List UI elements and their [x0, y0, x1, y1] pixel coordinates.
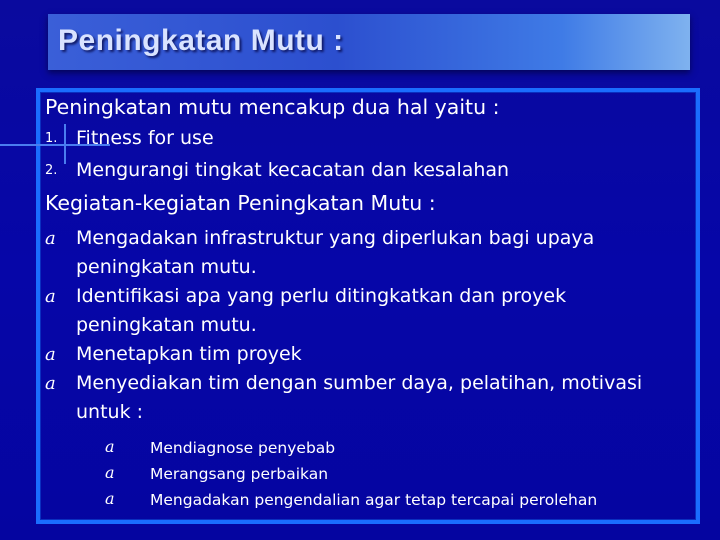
section1-heading: Peningkatan mutu mencakup dua hal yaitu : [45, 95, 500, 119]
bullet-icon: a [105, 437, 115, 456]
bullet-icon: a [105, 463, 115, 482]
item-number: 1. [45, 131, 58, 146]
bullet-item [45, 340, 685, 369]
item-text: Fitness for use [76, 127, 214, 149]
numbered-item [45, 154, 685, 186]
bullet-item [45, 224, 685, 282]
sub-list [45, 435, 685, 513]
bullet-icon: a [45, 373, 56, 394]
sub-bullet-item [105, 435, 685, 461]
slide-title: Peningkatan Mutu : [58, 24, 344, 57]
bullet-item [45, 369, 685, 427]
item-text: Mengurangi tingkat kecacatan dan kesalahan [76, 159, 510, 181]
bullet-icon: a [105, 489, 115, 508]
item-text: Mengadakan pengendalian agar tetap tercapai perolehan [150, 491, 598, 509]
slide-content [45, 92, 685, 513]
sub-bullet-item [105, 487, 685, 513]
item-text: Mengadakan infrastruktur yang diperlukan bagi upaya peningkatan mutu. [76, 227, 595, 278]
bullet-icon: a [45, 228, 56, 249]
bullet-icon: a [45, 344, 56, 365]
sub-bullet-item [105, 461, 685, 487]
item-text: Menyediakan tim dengan sumber daya, pelatihan, motivasi untuk : [76, 372, 643, 423]
item-number: 2. [45, 163, 58, 178]
item-text: Identifikasi apa yang perlu ditingkatkan dan proyek peningkatan mutu. [76, 285, 567, 336]
numbered-item [45, 122, 685, 154]
bullet-icon: a [45, 286, 56, 307]
item-text: Mendiagnose penyebab [150, 439, 336, 457]
section2-heading: Kegiatan-kegiatan Peningkatan Mutu : [45, 191, 436, 215]
item-text: Menetapkan tim proyek [76, 343, 302, 365]
item-text: Merangsang perbaikan [150, 465, 329, 483]
title-bar [48, 14, 690, 70]
bullet-item [45, 282, 685, 340]
